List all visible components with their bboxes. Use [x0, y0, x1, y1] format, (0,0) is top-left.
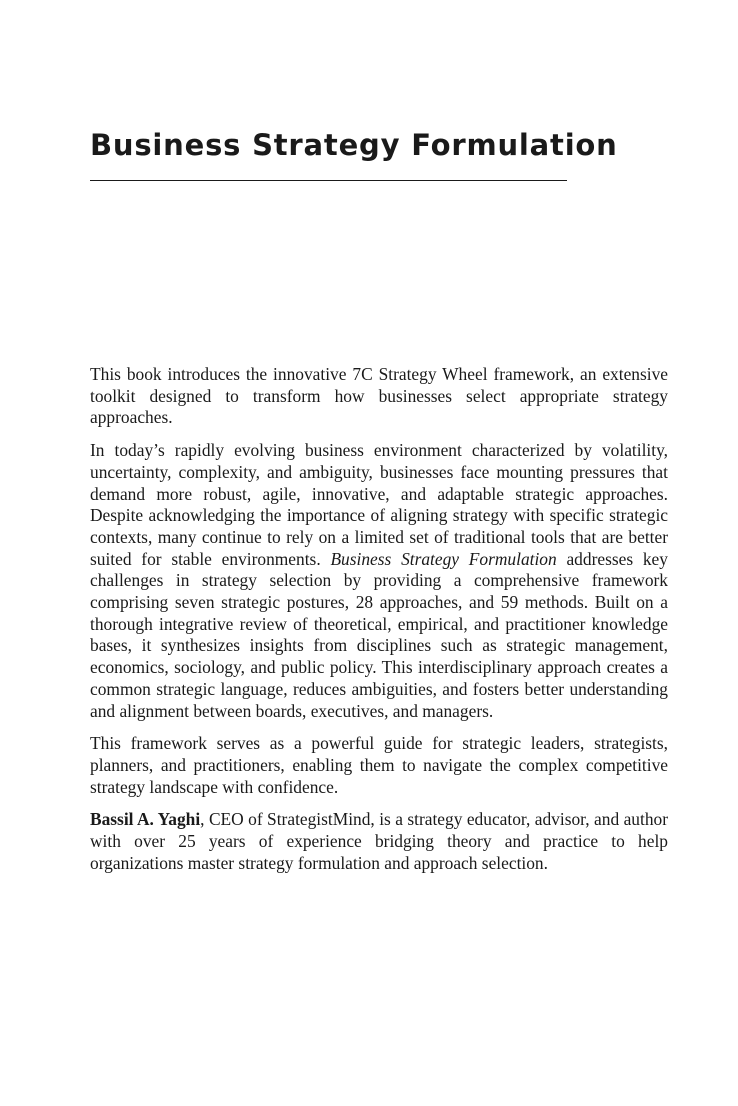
author-bio-text: , CEO of StrategistMind, is a strategy educator, advisor, and author with over 25 years of experience bridging theory and practice to help organizations master strategy formulation and approach selection.: [90, 809, 668, 873]
author-bio-paragraph: [90, 809, 668, 874]
title-underline-divider: [90, 180, 567, 181]
page-title: Business Strategy Formulation: [90, 128, 618, 162]
context-paragraph: [90, 440, 668, 722]
context-paragraph-text-end: addresses key challenges in strategy selection by providing a comprehensive framework comprising seven strategic postures, 28 approaches, and 59 methods. Built on a thorough integrative review of theoretical, empirical, and practitioner knowledge bases, it synthesizes insights from disciplines such as strategic management, economics, sociology, and public policy. This interdisciplinary approach creates a common strategic language, reduces ambiguities, and fosters better understanding and alignment between boards, executives, and managers.: [90, 548, 668, 721]
book-description: [90, 364, 668, 885]
context-paragraph-text-start: In today’s rapidly evolving business environment characterized by volatility, uncertainty, complexity, and ambiguity, businesses face mounting pressures that demand more robust, agile, innovative, and adaptable strategic approaches. Despite acknowledging the importance of aligning strategy with specific strategic contexts, many continue to rely on a limited set of traditional tools that are better suited for stable environments.: [90, 440, 668, 569]
framework-paragraph: This framework serves as a powerful guide for strategic leaders, strategists, planners, and practitioners, enabling them to navigate the complex competitive strategy landscape with confidence.: [90, 733, 668, 797]
author-name: Bassil A. Yaghi: [90, 809, 201, 830]
book-title-italic: Business Strategy Formulation: [330, 548, 557, 569]
intro-paragraph: This book introduces the innovative 7C Strategy Wheel framework, an extensive toolkit designed to transform how businesses select appropriate strategy approaches.: [90, 364, 668, 428]
